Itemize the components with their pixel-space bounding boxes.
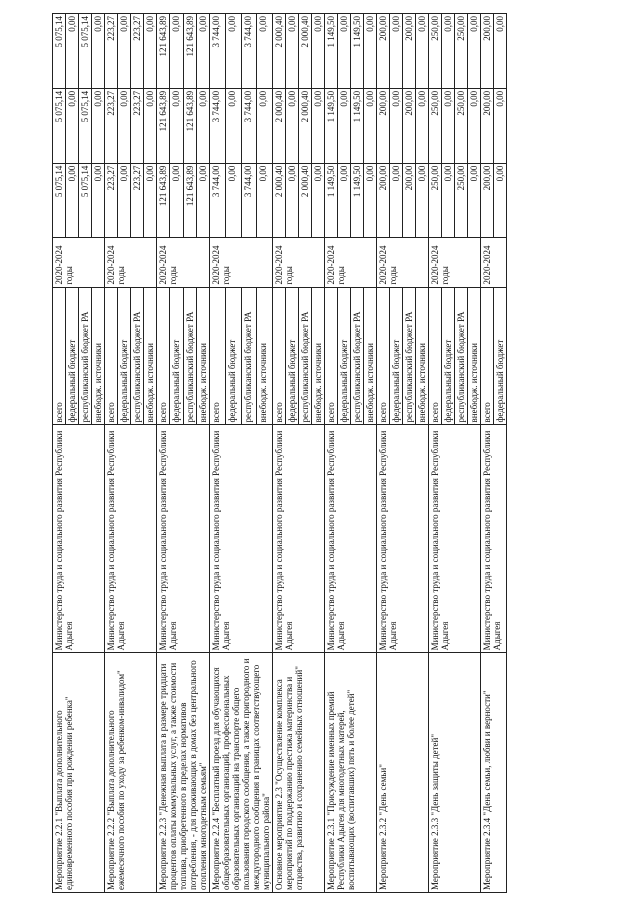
amount-cell: 3 744,00 <box>210 163 226 238</box>
amount-cell: 121 643,89 <box>183 14 196 89</box>
measure-name: Мероприятие 2.3.4 "День семьи, любви и верности" <box>481 653 507 893</box>
amount-cell: 0,00 <box>196 163 209 238</box>
funding-source: всего <box>325 287 338 425</box>
amount-cell: 0,00 <box>257 163 273 238</box>
measure-name: Мероприятие 2.2.4 "Бесплатный проезд для обучающихся общеобразовательных организаций, профессиональных образовательных организаций на транспорте общего пользования городского сообщения, а также пригородного и междугородного сообщения в границах соответствующего муниципального района" <box>210 653 273 893</box>
amount-cell: 0,00 <box>390 163 403 238</box>
funding-source: всего <box>377 287 390 425</box>
funding-source: федеральный бюджет <box>286 287 299 425</box>
amount-cell: 250,00 <box>455 88 468 163</box>
amount-cell: 0,00 <box>144 88 157 163</box>
executor: Министерство труда и социального развития Республики Адыгея <box>481 425 507 653</box>
amount-cell: 0,00 <box>312 14 325 89</box>
amount-cell: 1 149,50 <box>325 14 338 89</box>
funding-source: внебюдж. источники <box>468 287 481 425</box>
amount-cell: 0,00 <box>338 14 351 89</box>
amount-cell: 0,00 <box>468 88 481 163</box>
funding-source: республиканский бюджет РА <box>183 287 196 425</box>
amount-cell: 0,00 <box>118 14 131 89</box>
period: 2020-2024 годы <box>105 238 157 287</box>
table-body <box>53 14 507 893</box>
measure-name: Мероприятие 2.2.1 "Выплата дополнительного единовременного пособия при рождении ребенка" <box>53 653 105 893</box>
amount-cell: 2 000,40 <box>273 14 286 89</box>
funding-source: республиканский бюджет РА <box>351 287 364 425</box>
amount-cell: 3 744,00 <box>210 88 226 163</box>
funding-source: внебюдж. источники <box>144 287 157 425</box>
amount-cell: 200,00 <box>403 163 416 238</box>
executor: Министерство труда и социального развития Республики Адыгея <box>325 425 377 653</box>
executor: Министерство труда и социального развития Республики Адыгея <box>105 425 157 653</box>
amount-cell: 0,00 <box>494 163 507 238</box>
period: 2020-2024 годы <box>325 238 377 287</box>
amount-cell: 2 000,40 <box>299 88 312 163</box>
measure-name: Основное мероприятие 2.3 "Осуществление комплекса мероприятий по поддержанию престижа материнства и отцовства, развитию и сохранению семейных отношений" <box>273 653 325 893</box>
amount-cell: 3 744,00 <box>210 14 226 89</box>
amount-cell: 5 075,14 <box>53 163 66 238</box>
amount-cell: 3 744,00 <box>241 163 257 238</box>
amount-cell: 223,27 <box>105 14 118 89</box>
executor: Министерство труда и социального развития Республики Адыгея <box>273 425 325 653</box>
amount-cell: 0,00 <box>196 14 209 89</box>
amount-cell: 250,00 <box>455 14 468 89</box>
amount-cell: 223,27 <box>131 163 144 238</box>
amount-cell: 200,00 <box>481 88 494 163</box>
table-row <box>273 14 286 893</box>
amount-cell: 0,00 <box>92 163 105 238</box>
amount-cell: 5 075,14 <box>53 14 66 89</box>
amount-cell: 0,00 <box>390 88 403 163</box>
amount-cell: 0,00 <box>286 163 299 238</box>
amount-cell: 3 744,00 <box>241 88 257 163</box>
measure-name: Мероприятие 2.3.2 "День семьи" <box>377 653 429 893</box>
amount-cell: 0,00 <box>338 88 351 163</box>
amount-cell: 0,00 <box>66 14 79 89</box>
amount-cell: 0,00 <box>257 14 273 89</box>
amount-cell: 5 075,14 <box>79 163 92 238</box>
funding-source: внебюдж. источники <box>196 287 209 425</box>
amount-cell: 200,00 <box>377 14 390 89</box>
executor: Министерство труда и социального развития Республики Адыгея <box>210 425 273 653</box>
funding-source: республиканский бюджет РА <box>241 287 257 425</box>
funding-source: республиканский бюджет РА <box>455 287 468 425</box>
period: 2020-2024 <box>481 238 507 287</box>
amount-cell: 0,00 <box>494 88 507 163</box>
funding-source: всего <box>53 287 66 425</box>
amount-cell: 121 643,89 <box>183 163 196 238</box>
measure-name: Мероприятие 2.3.3 "День защиты детей" <box>429 653 481 893</box>
amount-cell: 223,27 <box>105 163 118 238</box>
measure-name: Мероприятие 2.2.2 "Выплата дополнительного ежемесячного пособия по уходу за ребенком-инвалидом" <box>105 653 157 893</box>
amount-cell: 2 000,40 <box>299 14 312 89</box>
table-row <box>325 14 338 893</box>
amount-cell: 0,00 <box>390 14 403 89</box>
period: 2020-2024 годы <box>157 238 210 287</box>
period: 2020-2024 годы <box>210 238 273 287</box>
amount-cell: 0,00 <box>494 14 507 89</box>
amount-cell: 2 000,40 <box>273 163 286 238</box>
amount-cell: 223,27 <box>131 14 144 89</box>
funding-source: внебюдж. источники <box>416 287 429 425</box>
amount-cell: 0,00 <box>92 14 105 89</box>
amount-cell: 200,00 <box>377 88 390 163</box>
amount-cell: 0,00 <box>286 88 299 163</box>
table-row <box>105 14 118 893</box>
funding-source: федеральный бюджет <box>66 287 79 425</box>
amount-cell: 121 643,89 <box>157 163 170 238</box>
amount-cell: 0,00 <box>364 163 377 238</box>
amount-cell: 0,00 <box>225 14 241 89</box>
amount-cell: 250,00 <box>429 88 442 163</box>
funding-source: федеральный бюджет <box>494 287 507 425</box>
amount-cell: 1 149,50 <box>351 14 364 89</box>
amount-cell: 250,00 <box>429 14 442 89</box>
funding-source: федеральный бюджет <box>170 287 183 425</box>
amount-cell: 121 643,89 <box>183 88 196 163</box>
amount-cell: 0,00 <box>170 163 183 238</box>
period: 2020-2024 годы <box>429 238 481 287</box>
amount-cell: 0,00 <box>225 88 241 163</box>
amount-cell: 3 744,00 <box>241 14 257 89</box>
amount-cell: 200,00 <box>403 88 416 163</box>
funding-source: внебюдж. источники <box>257 287 273 425</box>
amount-cell: 0,00 <box>92 88 105 163</box>
amount-cell: 0,00 <box>468 14 481 89</box>
amount-cell: 0,00 <box>144 163 157 238</box>
amount-cell: 5 075,14 <box>79 88 92 163</box>
amount-cell: 200,00 <box>481 14 494 89</box>
period: 2020-2024 годы <box>273 238 325 287</box>
amount-cell: 250,00 <box>429 163 442 238</box>
funding-source: всего <box>429 287 442 425</box>
amount-cell: 200,00 <box>377 163 390 238</box>
amount-cell: 0,00 <box>416 88 429 163</box>
amount-cell: 0,00 <box>442 163 455 238</box>
funding-source: республиканский бюджет РА <box>403 287 416 425</box>
measure-name: Мероприятие 2.2.3 "Денежная выплата в размере тридцати процентов оплаты коммунальных услуг, а также стоимости топлива, приобретенного в пределах нормативов потребления, - для проживающих в домах без центрального отопления многодетным семьям" <box>157 653 210 893</box>
amount-cell: 0,00 <box>286 14 299 89</box>
amount-cell: 5 075,14 <box>53 88 66 163</box>
executor: Министерство труда и социального развития Республики Адыгея <box>53 425 105 653</box>
amount-cell: 2 000,40 <box>299 163 312 238</box>
amount-cell: 0,00 <box>170 88 183 163</box>
table-row <box>157 14 170 893</box>
amount-cell: 2 000,40 <box>273 88 286 163</box>
funding-source: федеральный бюджет <box>442 287 455 425</box>
funding-source: всего <box>210 287 226 425</box>
amount-cell: 0,00 <box>225 163 241 238</box>
measure-name: Мероприятие 2.3.1 "Присуждение именных премий Республики Адыгея для многодетных матерей, воспитывающих (воспитавших) пять и более детей" <box>325 653 377 893</box>
funding-source: всего <box>273 287 286 425</box>
amount-cell: 1 149,50 <box>351 163 364 238</box>
amount-cell: 1 149,50 <box>325 163 338 238</box>
amount-cell: 0,00 <box>257 88 273 163</box>
funding-source: республиканский бюджет РА <box>79 287 92 425</box>
period: 2020-2024 годы <box>53 238 105 287</box>
amount-cell: 121 643,89 <box>157 14 170 89</box>
funding-source: федеральный бюджет <box>338 287 351 425</box>
funding-source: федеральный бюджет <box>390 287 403 425</box>
amount-cell: 0,00 <box>416 163 429 238</box>
table-row <box>429 14 442 893</box>
amount-cell: 0,00 <box>416 14 429 89</box>
amount-cell: 1 149,50 <box>325 88 338 163</box>
executor: Министерство труда и социального развития Республики Адыгея <box>377 425 429 653</box>
funding-source: всего <box>481 287 494 425</box>
amount-cell: 0,00 <box>338 163 351 238</box>
amount-cell: 0,00 <box>66 88 79 163</box>
amount-cell: 0,00 <box>442 14 455 89</box>
amount-cell: 0,00 <box>144 14 157 89</box>
amount-cell: 0,00 <box>118 88 131 163</box>
table-row <box>377 14 390 893</box>
funding-source: внебюдж. источники <box>364 287 377 425</box>
amount-cell: 223,27 <box>131 88 144 163</box>
amount-cell: 5 075,14 <box>79 14 92 89</box>
amount-cell: 0,00 <box>364 14 377 89</box>
amount-cell: 0,00 <box>196 88 209 163</box>
amount-cell: 0,00 <box>468 163 481 238</box>
amount-cell: 121 643,89 <box>157 88 170 163</box>
amount-cell: 200,00 <box>403 14 416 89</box>
amount-cell: 200,00 <box>481 163 494 238</box>
executor: Министерство труда и социального развития Республики Адыгея <box>429 425 481 653</box>
amount-cell: 0,00 <box>170 14 183 89</box>
amount-cell: 0,00 <box>312 163 325 238</box>
amount-cell: 0,00 <box>66 163 79 238</box>
amount-cell: 0,00 <box>442 88 455 163</box>
table-row <box>210 14 226 893</box>
amount-cell: 250,00 <box>455 163 468 238</box>
funding-source: внебюдж. источники <box>312 287 325 425</box>
funding-source: всего <box>157 287 170 425</box>
amount-cell: 223,27 <box>105 88 118 163</box>
funding-source: внебюдж. источники <box>92 287 105 425</box>
funding-source: всего <box>105 287 118 425</box>
funding-source: республиканский бюджет РА <box>299 287 312 425</box>
table-row <box>53 14 66 893</box>
executor: Министерство труда и социального развития Республики Адыгея <box>157 425 210 653</box>
funding-source: федеральный бюджет <box>118 287 131 425</box>
table-row <box>481 14 494 893</box>
period: 2020-2024 годы <box>377 238 429 287</box>
amount-cell: 0,00 <box>312 88 325 163</box>
amount-cell: 0,00 <box>118 163 131 238</box>
program-table <box>52 13 507 893</box>
funding-source: республиканский бюджет РА <box>131 287 144 425</box>
amount-cell: 1 149,50 <box>351 88 364 163</box>
amount-cell: 0,00 <box>364 88 377 163</box>
funding-source: федеральный бюджет <box>225 287 241 425</box>
